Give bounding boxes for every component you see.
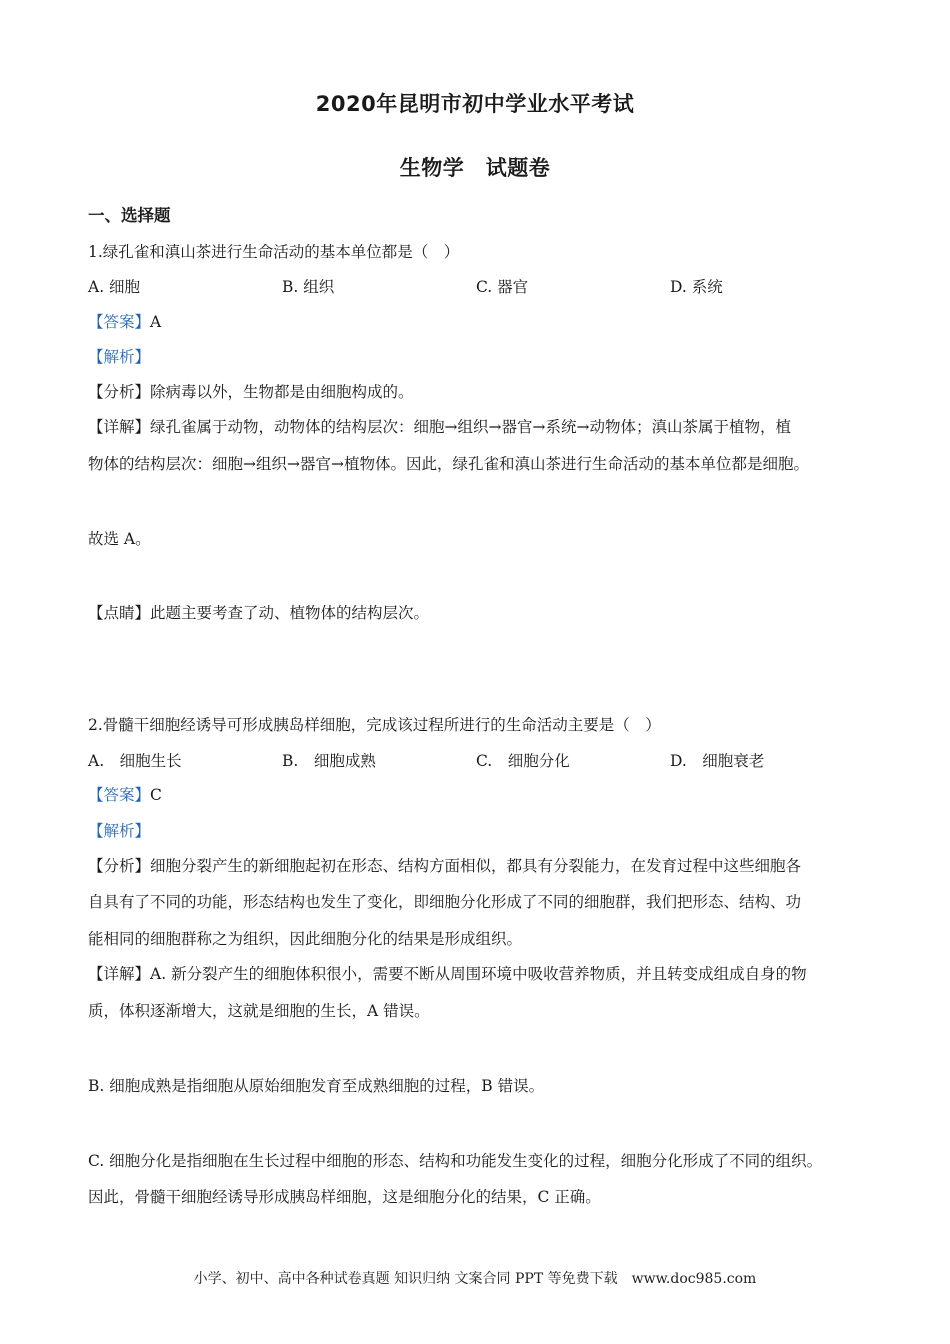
q1-conclusion: 故选 A。 (88, 530, 151, 548)
q1-option-d: D. 系统 (670, 278, 723, 296)
page-footer: 小学、初中、高中各种试卷真题 知识归纳 文案合同 PPT 等免费下载 www.doc985.com (193, 1271, 757, 1287)
q2-xiangjie-tag: 【详解】 (88, 965, 151, 983)
q1-xiangjie-tag: 【详解】 (88, 418, 151, 436)
q2-option-b: B. 细胞成熟 (282, 752, 376, 770)
q2-option-d: D. 细胞衰老 (670, 752, 765, 770)
q2-answer: C (150, 786, 162, 804)
q1-option-c: C. 器官 (476, 278, 529, 296)
q2-xiangjie-a-line2: 质，体积逐渐增大，这就是细胞的生长，A 错误。 (88, 1002, 430, 1020)
q1-answer-line (88, 312, 161, 332)
q1-analysis-tag: 【解析】 (88, 348, 151, 366)
q2-xiangjie-b: B. 细胞成熟是指细胞从原始细胞发育至成熟细胞的过程，B 错误。 (88, 1077, 545, 1095)
q1-fenxi-tag: 【分析】 (88, 383, 151, 401)
q2-xiangjie-c-line2: 因此，骨髓干细胞经诱导形成胰岛样细胞，这是细胞分化的结果，C 正确。 (88, 1188, 601, 1206)
q2-answer-line (88, 785, 162, 805)
q1-stem: 1.绿孔雀和滇山茶进行生命活动的基本单位都是（ ） (88, 243, 460, 261)
q1-xiangjie-text1: 绿孔雀属于动物，动物体的结构层次：细胞→组织→器官→系统→动物体；滇山茶属于植物，植 (150, 418, 791, 436)
q2-xiangjie-a-line1 (88, 964, 807, 984)
q2-xiangjie-a-text1: A. 新分裂产生的细胞体积很小，需要不断从周围环境中吸收营养物质，并且转变成组成自身的物 (150, 965, 807, 983)
q1-fenxi-line (88, 382, 414, 402)
q2-option-a: A. 细胞生长 (88, 752, 182, 770)
q2-option-c: C. 细胞分化 (476, 752, 570, 770)
q2-fenxi-tag: 【分析】 (88, 857, 151, 875)
q2-analysis-tag: 【解析】 (88, 822, 151, 840)
section-heading: 一、选择题 (88, 206, 171, 225)
q1-answer: A (150, 313, 162, 331)
q1-dianjing-line (88, 603, 429, 623)
q1-dianjing-tag: 【点睛】 (88, 604, 151, 622)
q1-xiangjie-line1 (88, 417, 791, 437)
q2-answer-tag: 【答案】 (88, 786, 151, 804)
exam-subtitle: 生物学 试题卷 (399, 156, 551, 180)
q2-xiangjie-c-line1: C. 细胞分化是指细胞在生长过程中细胞的形态、结构和功能发生变化的过程，细胞分化形成了不同的组织。 (88, 1152, 823, 1170)
q2-fenxi-line3: 能相同的细胞群称之为组织，因此细胞分化的结果是形成组织。 (88, 930, 523, 948)
q1-option-b: B. 组织 (282, 278, 335, 296)
q1-answer-tag: 【答案】 (88, 313, 151, 331)
q2-fenxi-line1 (88, 856, 801, 876)
q2-fenxi-line2: 自具有了不同的功能，形态结构也发生了变化，即细胞分化形成了不同的细胞群，我们把形态、结构、功 (88, 893, 802, 911)
q1-fenxi: 除病毒以外，生物都是由细胞构成的。 (150, 383, 414, 401)
q2-stem: 2.骨髓干细胞经诱导可形成胰岛样细胞，完成该过程所进行的生命活动主要是（ ） (88, 716, 661, 734)
q1-dianjing: 此题主要考查了动、植物体的结构层次。 (150, 604, 430, 622)
exam-title: 2020年昆明市初中学业水平考试 (315, 92, 635, 116)
q2-fenxi-text1: 细胞分裂产生的新细胞起初在形态、结构方面相似，都具有分裂能力，在发育过程中这些细胞各 (150, 857, 802, 875)
q1-option-a: A. 细胞 (88, 278, 141, 296)
q1-xiangjie-line2: 物体的结构层次：细胞→组织→器官→植物体。因此，绿孔雀和滇山茶进行生命活动的基本单位都是细胞。 (88, 455, 809, 473)
